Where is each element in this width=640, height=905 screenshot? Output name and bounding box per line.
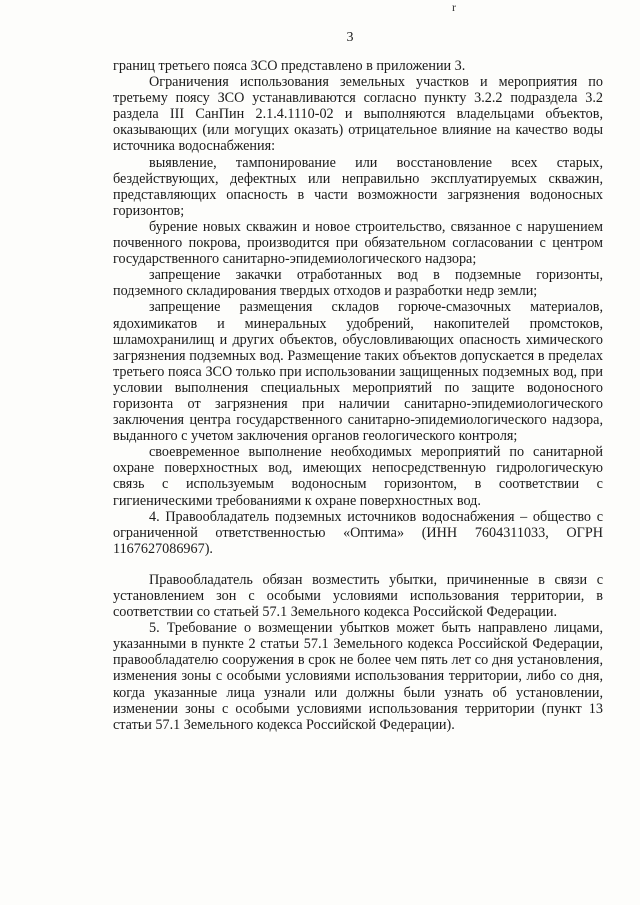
paragraph-compensation-claim: 5. Требование о возмещении убытков может быть направлено лицами, указанными в пункте 2 статьи 57.1 Земельного кодекса Российской Федерации, правообладателю сооружения в срок не более чем пять лет со дня установления, изменения зоны с особыми условиями использования территории, либо со дня, когда указанные лица узнали или должны были узнать об установлении, изменении зоны с особыми условиями использования территории (пункт 13 статьи 57.1 Земельного кодекса Российской Федерации). xyxy=(113,620,603,733)
paragraph-surface-water: своевременное выполнение необходимых мероприятий по санитарной охране поверхностных вод, имеющих непосредственную гидрологическую связь с используемым водоносным горизонтом, в соответствии с гигиеническими требованиями к охране поверхностных вод. xyxy=(113,444,603,509)
paragraph-rights-holder: 4. Правообладатель подземных источников водоснабжения – общество с ограниченной ответственностью «Оптима» (ИНН 7604311033, ОГРН 1167627086967). xyxy=(113,508,603,557)
paragraph-storage-ban: запрещение размещения складов горюче-смазочных материалов, ядохимикатов и минеральных удобрений, накопителей промстоков, шламохранилищ и других объектов, обусловливающих опасность химического загрязнения подземных вод. Размещение таких объектов допускается в пределах третьего пояса ЗСО только при использовании защищенных подземных вод, при условии выполнения специальных мероприятий по защите водоносного горизонта от загрязнения при наличии санитарно-эпидемиологического заключения центра государственного санитарно-эпидемиологического надзора, выданного с учетом заключения органов геологического контроля; xyxy=(113,299,603,445)
document-body xyxy=(113,58,603,733)
paragraph-injection-ban: запрещение закачки отработанных вод в подземные горизонты, подземного складирования твердых отходов и разработки недр земли; xyxy=(113,267,603,300)
paragraph-restrictions-intro: Ограничения использования земельных участков и мероприятия по третьему поясу ЗСО устанавливаются согласно пункту 3.2.2 подраздела 3.2 раздела III СанПин 2.1.4.1110-02 и выполняются владельцами объектов, оказывающих (или могущих оказать) отрицательное влияние на качество воды источника водоснабжения: xyxy=(113,74,603,155)
paragraph-compensation-duty: Правообладатель обязан возместить убытки, причиненные в связи с установлением зон с особыми условиями использования территории, в соответствии со статьей 57.1 Земельного кодекса Российской Федерации. xyxy=(113,571,603,621)
paragraph-zone-boundaries: границ третьего пояса ЗСО представлено в приложении 3. xyxy=(113,58,466,74)
paragraph-drilling: бурение новых скважин и новое строительство, связанное с нарушением почвенного покрова, производится при обязательном согласовании с центром государственного санитарно-эпидемиологического надзора; xyxy=(113,218,603,268)
page-number: 3 xyxy=(346,30,354,45)
paragraph-well-plugging: выявление, тампонирование или восстановление всех старых, бездействующих, дефектных или неправильно эксплуатируемых скважин, представляющих опасность в части возможности загрязнения водоносных горизонтов; xyxy=(113,154,603,219)
corner-mark: r xyxy=(452,0,456,14)
